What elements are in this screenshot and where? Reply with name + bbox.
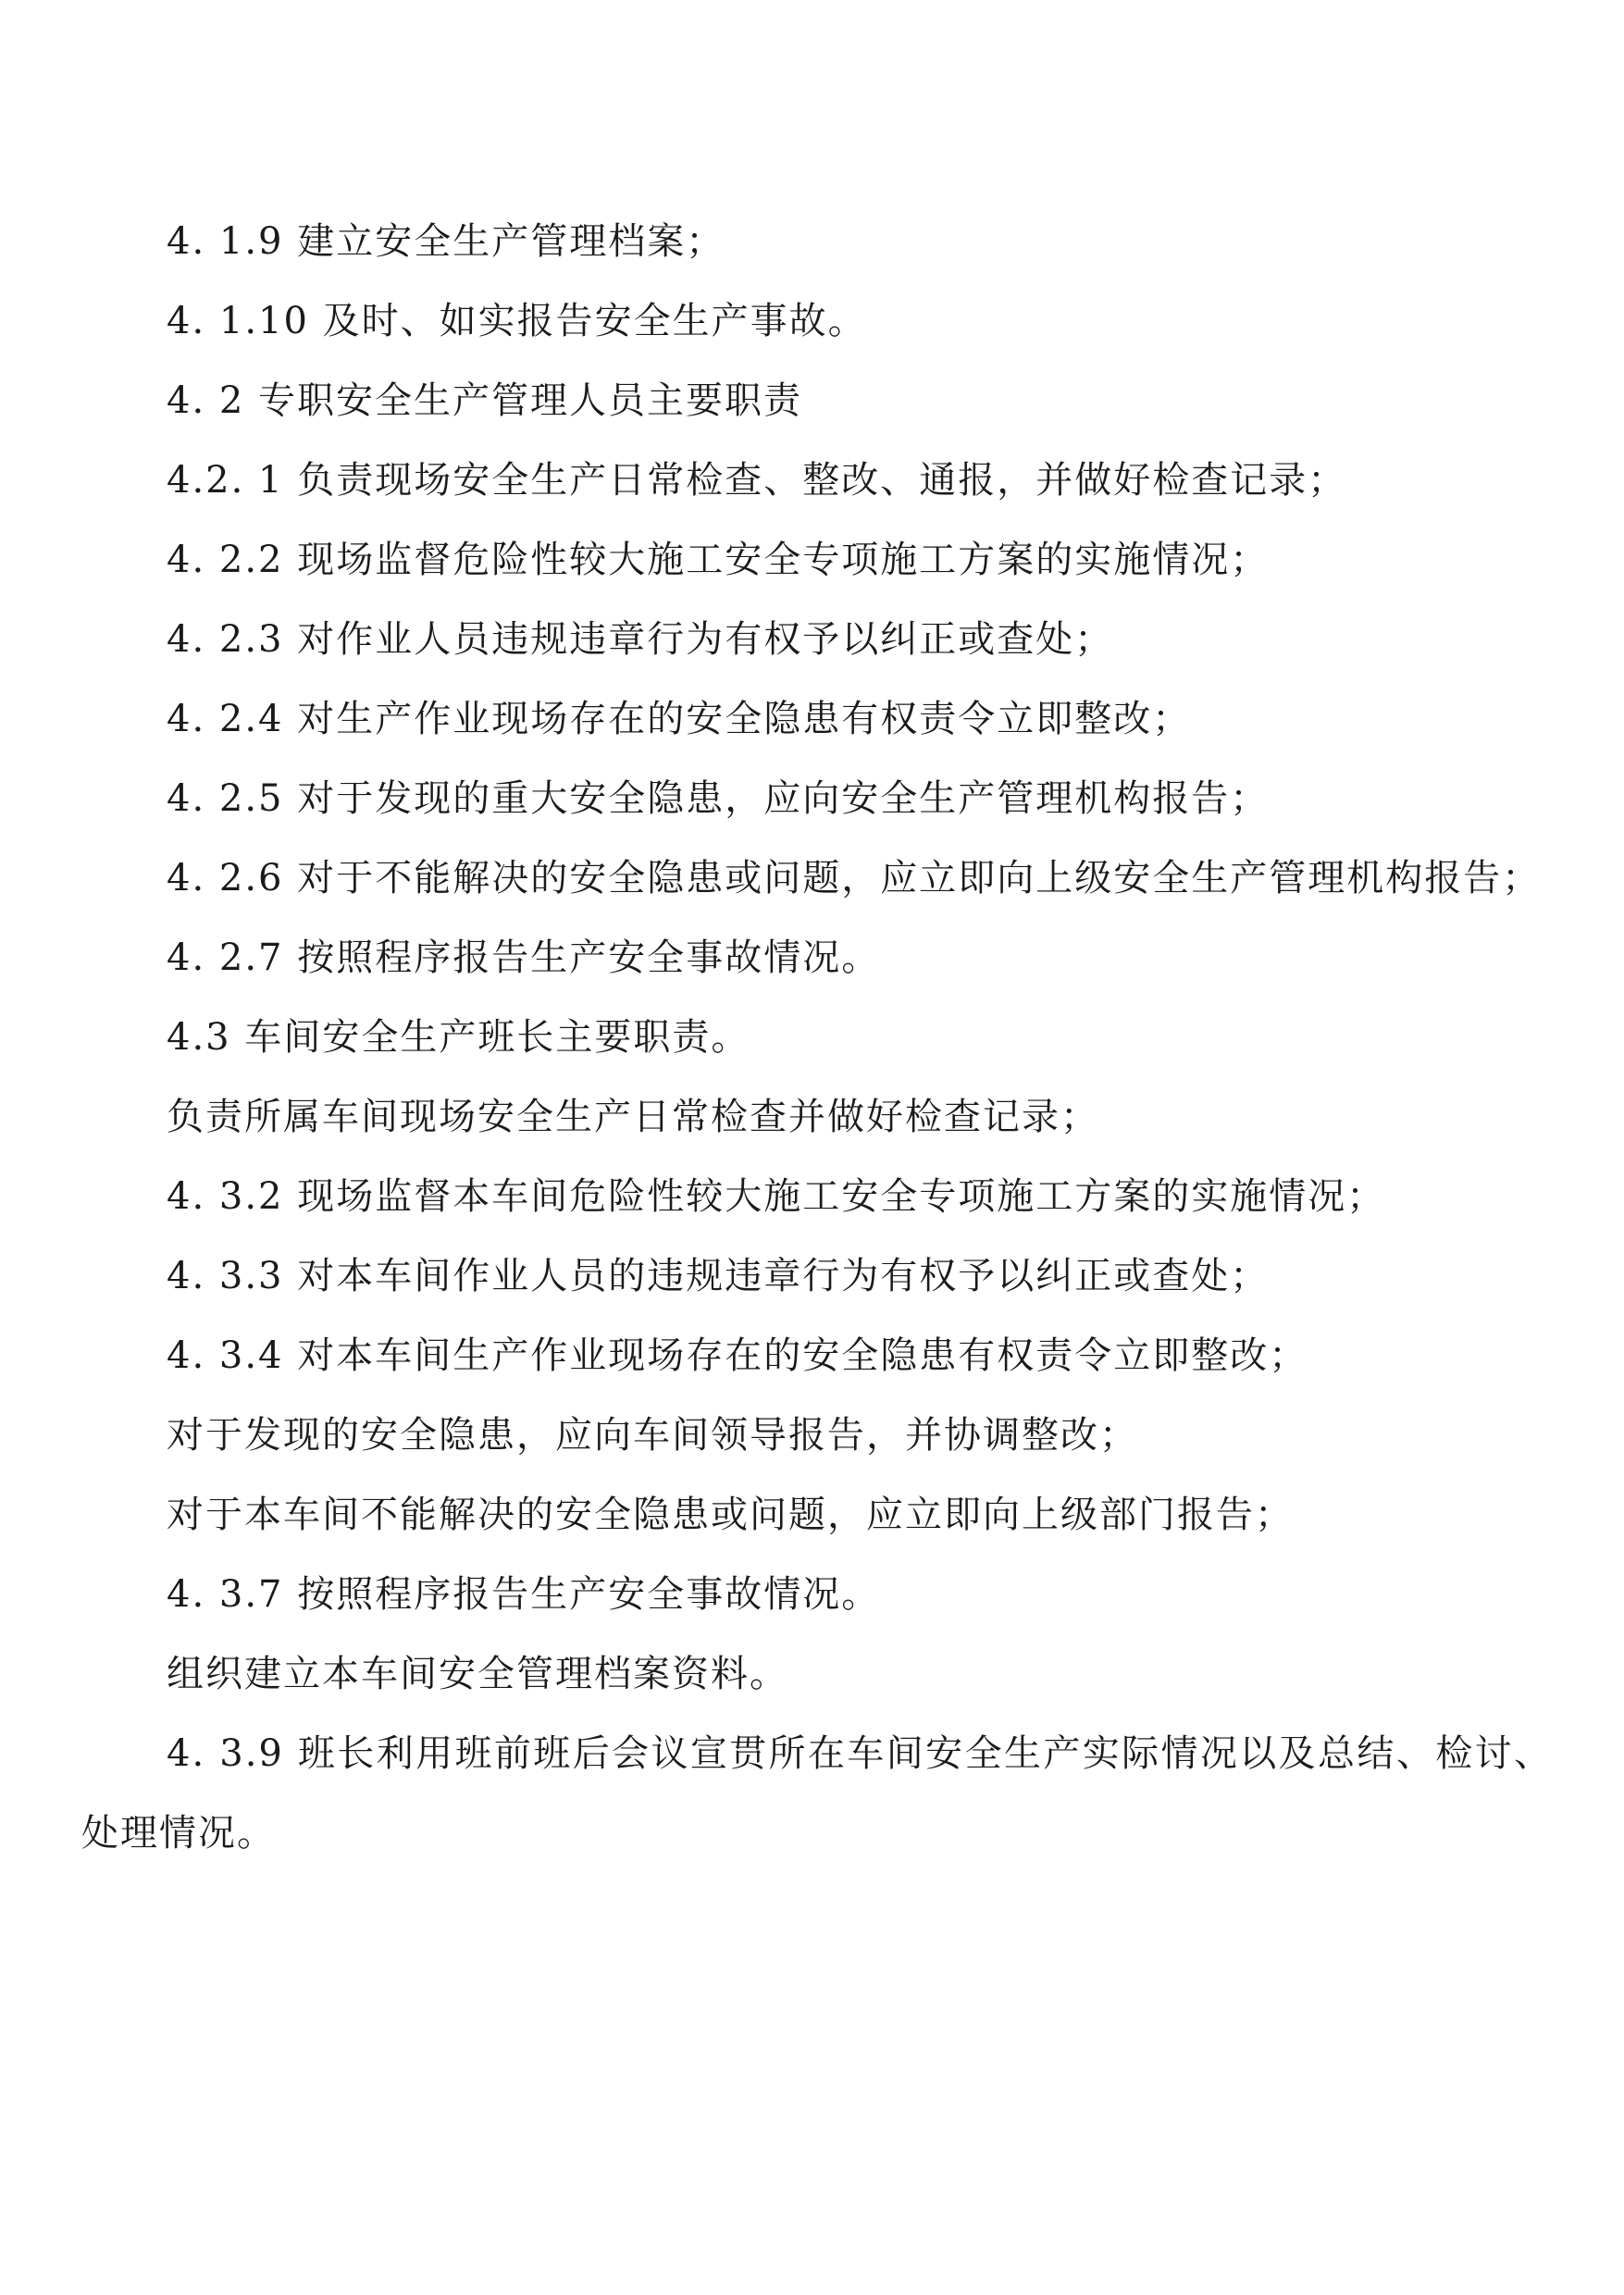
paragraph-4-2-5: 4. 2.5 对于发现的重大安全隐患，应向安全生产管理机构报告；	[167, 777, 1270, 820]
section-heading-4-2: 4. 2 专职安全生产管理人员主要职责	[167, 379, 803, 422]
paragraph-4-1-10: 4. 1.10 及时、如实报告安全生产事故。	[167, 300, 867, 342]
paragraph-4-2-4: 4. 2.4 对生产作业现场存在的安全隐患有权责令立即整改；	[167, 698, 1192, 740]
paragraph-4-3-9: 4. 3.9 班长利用班前班后会议宣贯所在车间安全生产实际情况以及总结、检讨、处理情况。	[81, 1732, 1553, 1855]
paragraph-4-2-2: 4. 2.2 现场监督危险性较大施工安全专项施工方案的实施情况；	[167, 539, 1270, 581]
paragraph-4-2-1: 4.2. 1 负责现场安全生产日常检查、整改、通报，并做好检查记录；	[167, 459, 1347, 502]
paragraph-4-2-3: 4. 2.3 对作业人员违规违章行为有权予以纠正或查处；	[167, 618, 1114, 661]
document-body	[81, 202, 1553, 1873]
paragraph-4-3-2: 4. 3.2 现场监督本车间危险性较大施工安全专项施工方案的实施情况；	[167, 1175, 1386, 1218]
paragraph-report-to-leader: 对于发现的安全隐患，应向车间领导报告，并协调整改；	[167, 1414, 1138, 1457]
section-heading-4-3: 4.3 车间安全生产班长主要职责。	[167, 1016, 750, 1059]
paragraph-4-2-7: 4. 2.7 按照程序报告生产安全事故情况。	[167, 937, 881, 979]
paragraph-4-3-4: 4. 3.4 对本车间生产作业现场存在的安全隐患有权责令立即整改；	[167, 1334, 1308, 1377]
paragraph-4-3-3: 4. 3.3 对本车间作业人员的违规违章行为有权予以纠正或查处；	[167, 1255, 1270, 1297]
paragraph-daily-inspection: 负责所属车间现场安全生产日常检查并做好检查记录；	[167, 1096, 1099, 1138]
paragraph-report-to-superior: 对于本车间不能解决的安全隐患或问题，应立即向上级部门报告；	[167, 1494, 1294, 1536]
paragraph-4-2-6: 4. 2.6 对于不能解决的安全隐患或问题，应立即向上级安全生产管理机构报告；	[167, 857, 1542, 899]
paragraph-4-1-9: 4. 1.9 建立安全生产管理档案；	[167, 220, 725, 263]
paragraph-archives: 组织建立本车间安全管理档案资料。	[167, 1653, 788, 1695]
paragraph-4-3-7: 4. 3.7 按照程序报告生产安全事故情况。	[167, 1573, 881, 1616]
